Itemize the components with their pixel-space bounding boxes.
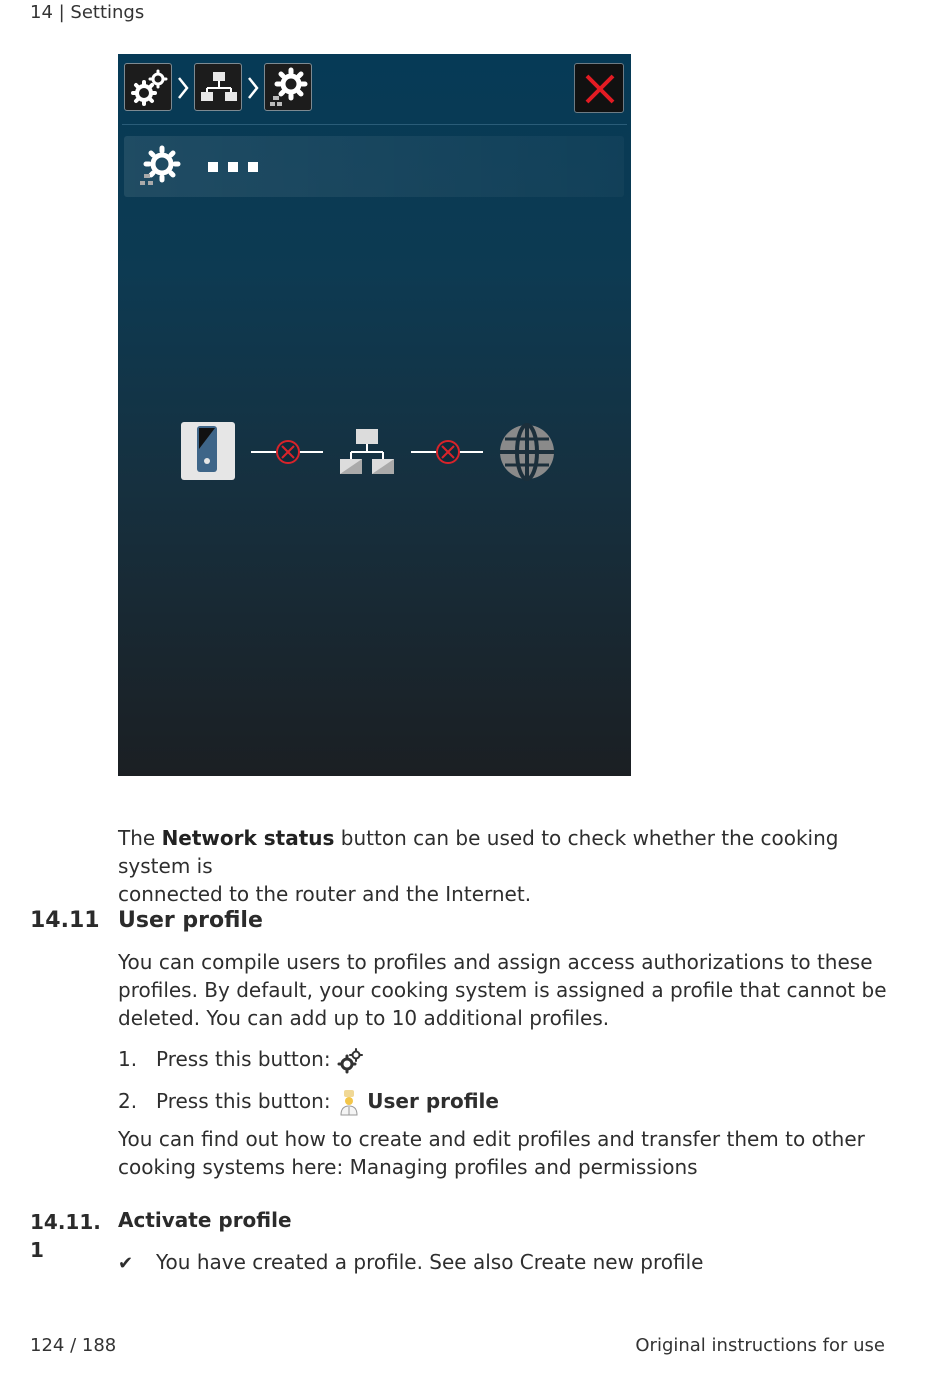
error-icon [437,441,459,463]
breadcrumb-bar [118,54,631,124]
user-profile-term: User profile [367,1089,499,1113]
text-span: connected to the router and the Internet. [118,882,532,906]
close-icon [575,64,625,114]
step-text: Press this button: [156,1089,337,1113]
check-icon: ✔ [118,1253,134,1274]
close-button[interactable] [574,63,624,113]
subsection-title: Activate profile [118,1208,292,1232]
network-icon[interactable] [194,63,242,111]
text-line: profiles. By default, your cooking system is assigned a profile that cannot be [118,978,887,1002]
network-status-chain [178,419,578,489]
network-settings-icon [134,144,184,190]
network-icon [340,429,394,474]
text-line: You can find out how to create and edit profiles and transfer them to other [118,1127,865,1151]
step-number: 2. [118,1089,138,1113]
step-number: 1. [118,1047,138,1071]
network-status-screenshot [118,54,631,776]
settings-gears-icon [337,1048,363,1074]
step-1 [118,1045,363,1074]
prerequisite-item [118,1248,703,1278]
section-number: 14.11 [30,908,100,933]
user-profile-icon [337,1089,361,1117]
chevron-right-icon [176,74,190,102]
running-header: 14 | Settings [30,2,145,23]
document-title: Original instructions for use [635,1335,885,1356]
text-line: 14.11. [30,1210,101,1234]
page-number: 124 / 188 [30,1335,117,1356]
subsection-number [30,1208,101,1264]
chevron-right-icon [246,74,260,102]
text-span: button can be used to check whether the cooking system is [118,826,839,878]
more-dots-icon [208,162,268,174]
globe-icon [500,425,554,479]
network-status-description [118,824,898,908]
network-status-button[interactable] [124,136,624,197]
network-status-term: Network status [161,826,335,850]
device-icon [181,422,235,480]
managing-profiles-note [118,1125,898,1181]
prerequisite-text: You have created a profile. See also Create new profile [156,1250,704,1274]
text-line: 1 [30,1238,44,1262]
text-line: You can compile users to profiles and assign access authorizations to these [118,950,873,974]
text-line: cooking systems here: Managing profiles and permissions [118,1155,698,1179]
settings-gears-icon[interactable] [124,63,172,111]
text-span: The [118,826,162,850]
section-title: User profile [118,908,263,933]
error-icon [277,441,299,463]
text-line: deleted. You can add up to 10 additional profiles. [118,1006,610,1030]
step-text: Press this button: [156,1047,337,1071]
step-2 [118,1087,499,1117]
user-profile-description [118,948,898,1032]
divider [122,124,627,125]
network-settings-icon[interactable] [264,63,312,111]
